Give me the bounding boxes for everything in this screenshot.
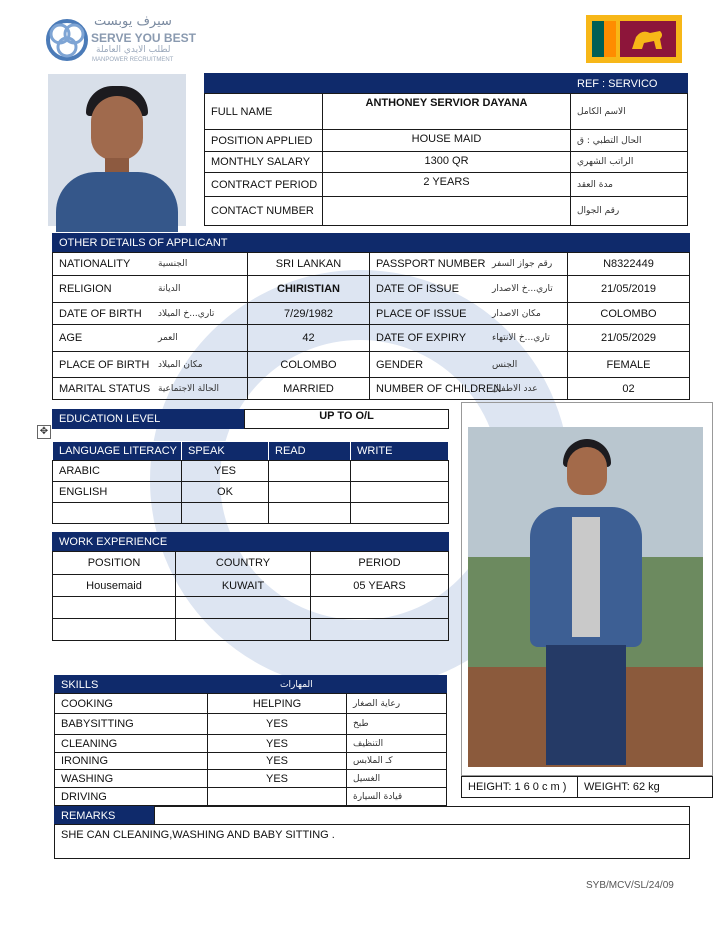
language-cell bbox=[181, 502, 269, 524]
height-cell: HEIGHT: 1 6 0 c m ) bbox=[461, 776, 578, 798]
work-experience-title: WORK EXPERIENCE bbox=[52, 532, 250, 552]
detail-arabic: تاري...خ الانتهاء bbox=[486, 324, 568, 352]
weight-cell: WEIGHT: 62 kg bbox=[577, 776, 713, 798]
top-row-arabic: الحال التطبي : ق bbox=[570, 129, 688, 152]
language-header: LANGUAGE LITERACY bbox=[52, 441, 182, 461]
detail-value: COLOMBO bbox=[247, 351, 370, 378]
remarks-title-right bbox=[154, 806, 690, 825]
skill-value: YES bbox=[207, 769, 347, 788]
work-header: PERIOD bbox=[310, 551, 449, 575]
full-body-photo bbox=[468, 427, 703, 767]
move-handle-icon[interactable]: ✥ bbox=[37, 425, 51, 439]
skill-name: COOKING bbox=[54, 693, 208, 714]
detail-arabic: الجنس bbox=[486, 351, 568, 378]
work-cell bbox=[175, 596, 311, 619]
work-cell bbox=[52, 596, 176, 619]
detail-value: N8322449 bbox=[567, 252, 690, 276]
detail-label: RELIGION bbox=[52, 275, 153, 303]
detail-label: NATIONALITY bbox=[52, 252, 153, 276]
detail-label: PLACE OF BIRTH bbox=[52, 351, 153, 378]
education-value: UP TO O/L bbox=[244, 409, 449, 429]
work-cell bbox=[310, 596, 449, 619]
language-header: WRITE bbox=[350, 441, 449, 461]
top-row-label: CONTACT NUMBER bbox=[204, 196, 323, 226]
skill-value: HELPING bbox=[207, 693, 347, 714]
work-header: COUNTRY bbox=[175, 551, 311, 575]
language-cell bbox=[268, 481, 351, 503]
detail-value: 7/29/1982 bbox=[247, 302, 370, 325]
detail-value: 21/05/2029 bbox=[567, 324, 690, 352]
detail-value: 42 bbox=[247, 324, 370, 352]
work-cell bbox=[175, 618, 311, 641]
skill-arabic: كـ الملابس bbox=[346, 752, 447, 770]
detail-label: GENDER bbox=[369, 351, 487, 378]
work-cell: 05 YEARS bbox=[310, 574, 449, 597]
work-experience-title-right bbox=[249, 532, 449, 552]
work-cell bbox=[310, 618, 449, 641]
skill-name: DRIVING bbox=[54, 787, 208, 806]
work-cell: Housemaid bbox=[52, 574, 176, 597]
language-cell bbox=[350, 502, 449, 524]
skill-value: YES bbox=[207, 752, 347, 770]
other-details-title: OTHER DETAILS OF APPLICANT bbox=[52, 233, 370, 253]
top-row-label: FULL NAME bbox=[204, 93, 323, 130]
work-header: POSITION bbox=[52, 551, 176, 575]
skill-value bbox=[207, 787, 347, 806]
detail-value: COLOMBO bbox=[567, 302, 690, 325]
skill-value: YES bbox=[207, 713, 347, 735]
detail-label: DATE OF ISSUE bbox=[369, 275, 487, 303]
top-row-arabic: رقم الجوال bbox=[570, 196, 688, 226]
detail-label: NUMBER OF CHILDREN bbox=[369, 377, 487, 400]
skill-name: WASHING bbox=[54, 769, 208, 788]
top-row-value: ANTHONEY SERVIOR DAYANA bbox=[322, 93, 571, 130]
detail-value: 21/05/2019 bbox=[567, 275, 690, 303]
detail-value: SRI LANKAN bbox=[247, 252, 370, 276]
detail-arabic: العمر bbox=[152, 324, 248, 352]
passport-photo bbox=[48, 74, 186, 226]
top-row-arabic: الاسم الكامل bbox=[570, 93, 688, 130]
work-cell: KUWAIT bbox=[175, 574, 311, 597]
detail-arabic: مكان الميلاد bbox=[152, 351, 248, 378]
language-cell: YES bbox=[181, 460, 269, 482]
skill-name: IRONING bbox=[54, 752, 208, 770]
detail-label: MARITAL STATUS bbox=[52, 377, 153, 400]
top-header-bar bbox=[204, 73, 571, 94]
language-cell: ENGLISH bbox=[52, 481, 182, 503]
top-row-arabic: الراتب الشهري bbox=[570, 151, 688, 173]
footer-code: SYB/MCV/SL/24/09 bbox=[586, 880, 674, 891]
skill-name: CLEANING bbox=[54, 734, 208, 753]
top-row-value: 1300 QR bbox=[322, 151, 571, 173]
logo-arabic: سيرف يوبست bbox=[94, 14, 172, 29]
education-label: EDUCATION LEVEL bbox=[52, 409, 245, 429]
detail-label: PASSPORT NUMBER bbox=[369, 252, 487, 276]
lion-icon bbox=[620, 21, 676, 57]
skills-title-arabic: المهارات bbox=[273, 675, 447, 694]
remarks-title: REMARKS bbox=[54, 806, 155, 825]
detail-label: PLACE OF ISSUE bbox=[369, 302, 487, 325]
language-cell bbox=[350, 481, 449, 503]
top-row-label: CONTRACT PERIOD bbox=[204, 172, 323, 197]
sri-lanka-flag bbox=[586, 15, 682, 63]
detail-value: MARRIED bbox=[247, 377, 370, 400]
skills-title: SKILLS bbox=[54, 675, 274, 694]
language-header: SPEAK bbox=[181, 441, 269, 461]
top-row-value bbox=[322, 196, 571, 226]
detail-arabic: الجنسية bbox=[152, 252, 248, 276]
detail-arabic: عدد الاطفال bbox=[486, 377, 568, 400]
work-cell bbox=[52, 618, 176, 641]
top-row-arabic: مدة العقد bbox=[570, 172, 688, 197]
logo-arabic-sub: لطلب الايدي العاملة bbox=[96, 45, 171, 55]
detail-value: FEMALE bbox=[567, 351, 690, 378]
detail-label: DATE OF BIRTH bbox=[52, 302, 153, 325]
skill-value: YES bbox=[207, 734, 347, 753]
detail-arabic: رقم جواز السفر bbox=[486, 252, 568, 276]
skill-arabic: رعاية الصغار bbox=[346, 693, 447, 714]
language-cell bbox=[268, 502, 351, 524]
other-details-title-right bbox=[369, 233, 690, 253]
skill-name: BABYSITTING bbox=[54, 713, 208, 735]
top-row-label: MONTHLY SALARY bbox=[204, 151, 323, 173]
skill-arabic: الغسيل bbox=[346, 769, 447, 788]
company-logo bbox=[44, 14, 204, 66]
skill-arabic: قيادة السيارة bbox=[346, 787, 447, 806]
detail-value: 02 bbox=[567, 377, 690, 400]
logo-name: SERVE YOU BEST bbox=[91, 31, 196, 45]
detail-arabic: مكان الاصدار bbox=[486, 302, 568, 325]
ref-cell bbox=[570, 73, 688, 94]
skill-arabic: التنظيف bbox=[346, 734, 447, 753]
language-cell: OK bbox=[181, 481, 269, 503]
language-cell: ARABIC bbox=[52, 460, 182, 482]
language-header: READ bbox=[268, 441, 351, 461]
top-row-label: POSITION APPLIED bbox=[204, 129, 323, 152]
logo-icon bbox=[44, 16, 90, 64]
detail-arabic: الحالة الاجتماعية bbox=[152, 377, 248, 400]
detail-arabic: الديانة bbox=[152, 275, 248, 303]
top-row-value: 2 YEARS bbox=[322, 172, 571, 197]
language-cell bbox=[268, 460, 351, 482]
detail-label: AGE bbox=[52, 324, 153, 352]
detail-label: DATE OF EXPIRY bbox=[369, 324, 487, 352]
ref-label: REF : SERVICO bbox=[577, 77, 658, 90]
logo-sub: MANPOWER RECRUITMENT bbox=[92, 57, 174, 63]
detail-value: CHIRISTIAN bbox=[247, 275, 370, 303]
detail-arabic: تاري...خ الاصدار bbox=[486, 275, 568, 303]
detail-arabic: تاري...خ الميلاد bbox=[152, 302, 248, 325]
language-cell bbox=[52, 502, 182, 524]
skill-arabic: طبخ bbox=[346, 713, 447, 735]
language-cell bbox=[350, 460, 449, 482]
remarks-text: SHE CAN CLEANING,WASHING AND BABY SITTING . bbox=[54, 824, 690, 859]
top-row-value: HOUSE MAID bbox=[322, 129, 571, 152]
